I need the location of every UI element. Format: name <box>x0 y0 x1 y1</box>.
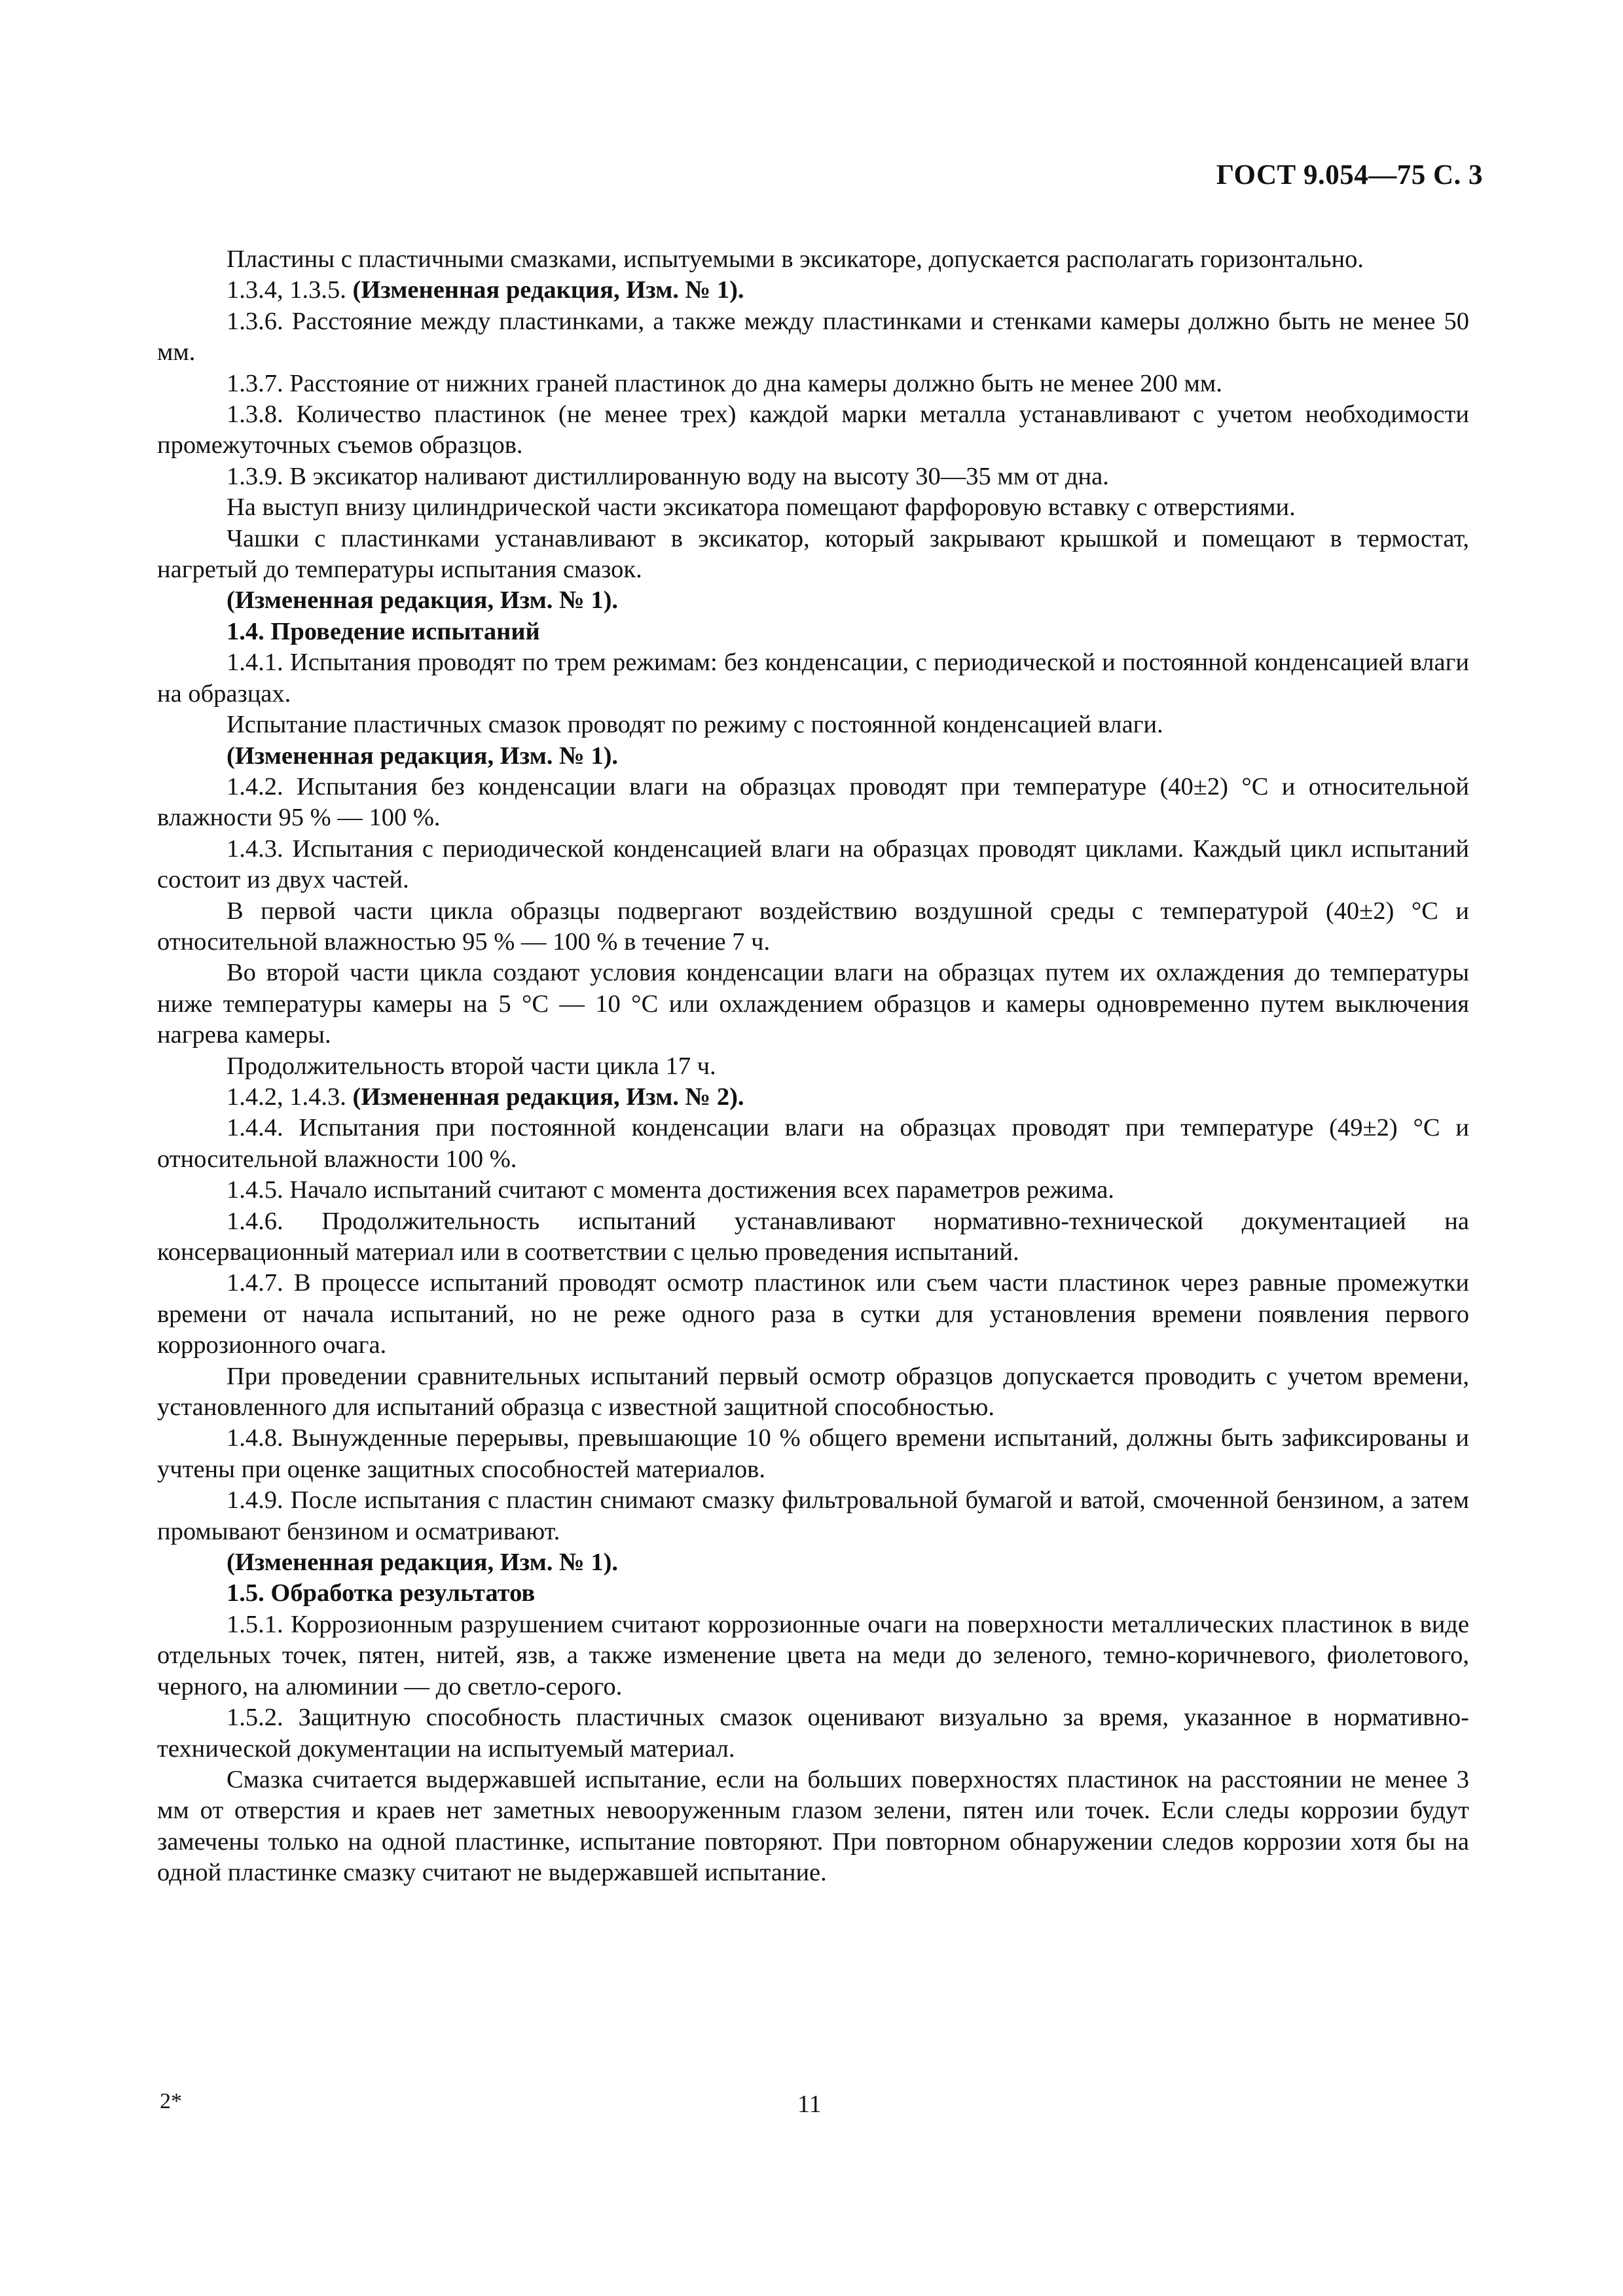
paragraph: 1.4.6. Продолжительность испытаний устанавливают нормативно-технической документацией на консервационный материал или в соответствии с целью проведения испытаний. <box>157 1207 1469 1266</box>
paragraph: 1.5.2. Защитную способность пластичных смазок оценивают визуально за время, указанное в нормативно-технической документации на испытуемый материал. <box>157 1704 1469 1763</box>
amendment-note: (Измененная редакция, Изм. № 1). <box>227 742 619 770</box>
paragraph: 1.4.5. Начало испытаний считают с момента достижения всех параметров режима. <box>227 1176 1114 1204</box>
document-body <box>157 244 1469 1889</box>
paragraph: 1.5.1. Коррозионным разрушением считают коррозионные очаги на поверхности металлических пластинок в виде отдельных точек, пятен, нитей, язв, а также изменение цвета на меди до зеленого, темно-коричневого, фиолетового, черного, на алюминии — до светло-серого. <box>157 1610 1469 1700</box>
section-heading: 1.4. Проведение испытаний <box>227 617 540 645</box>
paragraph: 1.4.2, 1.4.3. (Измененная редакция, Изм. № 2). <box>227 1083 744 1111</box>
paragraph: Смазка считается выдержавшей испытание, если на больших поверхностях пластинок на расстоянии не менее 3 мм от отверстия и краев нет заметных невооруженным глазом зелени, пятен или точек. Если следы коррозии будут замечены только на одной пластинке, испытание повторяют. При повторном обнаружении следов коррозии хотя бы на одной пластинке смазку считают не выдержавшей испытание. <box>157 1765 1469 1887</box>
amendment-note: (Измененная редакция, Изм. № 1). <box>227 1549 619 1577</box>
paragraph: При проведении сравнительных испытаний первый осмотр образцов допускается проводить с учетом времени, установленного для испытаний образца с известной защитной способностью. <box>157 1362 1469 1422</box>
amendment-note: (Измененная редакция, Изм. № 1). <box>227 586 619 615</box>
section-heading: 1.5. Обработка результатов <box>227 1579 536 1607</box>
paragraph: Пластины с пластичными смазками, испытуемыми в эксикаторе, допускается располагать горизонтально. <box>227 245 1364 273</box>
paragraph: Чашки с пластинками устанавливают в эксикатор, который закрывают крышкой и помещают в термостат, нагретый до температуры испытания смазок. <box>157 524 1469 584</box>
paragraph: На выступ внизу цилиндрической части эксикатора помещают фарфоровую вставку с отверстиями. <box>227 493 1296 522</box>
paragraph: 1.3.4, 1.3.5. (Измененная редакция, Изм. № 1). <box>227 276 744 304</box>
paragraph: 1.4.2. Испытания без конденсации влаги на образцах проводят при температуре (40±2) °С и относительной влажности 95 % — 100 %. <box>157 772 1469 832</box>
page-header: ГОСТ 9.054—75 С. 3 <box>1216 160 1483 190</box>
paragraph: 1.3.6. Расстояние между пластинками, а также между пластинками и стенками камеры должно быть не менее 50 мм. <box>157 307 1469 367</box>
paragraph: 1.3.8. Количество пластинок (не менее трех) каждой марки металла устанавливают с учетом необходимости промежуточных съемов образцов. <box>157 401 1469 459</box>
paragraph: 1.4.3. Испытания с периодической конденсацией влаги на образцах проводят циклами. Каждый цикл испытаний состоит из двух частей. <box>157 834 1469 894</box>
paragraph: 1.4.1. Испытания проводят по трем режимам: без конденсации, с периодической и постоянной конденсацией влаги на образцах. <box>157 649 1469 708</box>
paragraph: 1.4.8. Вынужденные перерывы, превышающие 10 % общего времени испытаний, должны быть зафиксированы и учтены при оценке защитных способностей материалов. <box>157 1424 1469 1483</box>
page-number: 11 <box>797 2090 822 2118</box>
paragraph: 1.4.9. После испытания с пластин снимают смазку фильтровальной бумагой и ватой, смоченной бензином, а затем промывают бензином и осматривают. <box>157 1486 1469 1545</box>
sheet-signature: 2* <box>160 2089 182 2113</box>
paragraph: 1.3.7. Расстояние от нижних граней пластинок до дна камеры должно быть не менее 200 мм. <box>227 369 1222 397</box>
paragraph: В первой части цикла образцы подвергают воздействию воздушной среды с температурой (40±2) °С и относительной влажностью 95 % — 100 % в течение 7 ч. <box>157 897 1469 956</box>
paragraph: Испытание пластичных смазок проводят по режиму с постоянной конденсацией влаги. <box>227 711 1163 739</box>
paragraph: Во второй части цикла создают условия конденсации влаги на образцах путем их охлаждения до температуры ниже температуры камеры на 5 °С — 10 °С или охлаждением образцов и камеры одновременно путем выключения нагрева камеры. <box>157 959 1469 1049</box>
paragraph: 1.4.7. В процессе испытаний проводят осмотр пластинок или съем части пластинок через равные промежутки времени от начала испытаний, но не реже одного раза в сутки для установления времени появления первого коррозионного очага. <box>157 1269 1469 1359</box>
paragraph: Продолжительность второй части цикла 17 ч. <box>227 1052 716 1080</box>
paragraph: 1.3.9. В эксикатор наливают дистиллированную воду на высоту 30—35 мм от дна. <box>227 462 1109 490</box>
paragraph: 1.4.4. Испытания при постоянной конденсации влаги на образцах проводят при температуре (49±2) °С и относительной влажности 100 %. <box>157 1114 1469 1173</box>
